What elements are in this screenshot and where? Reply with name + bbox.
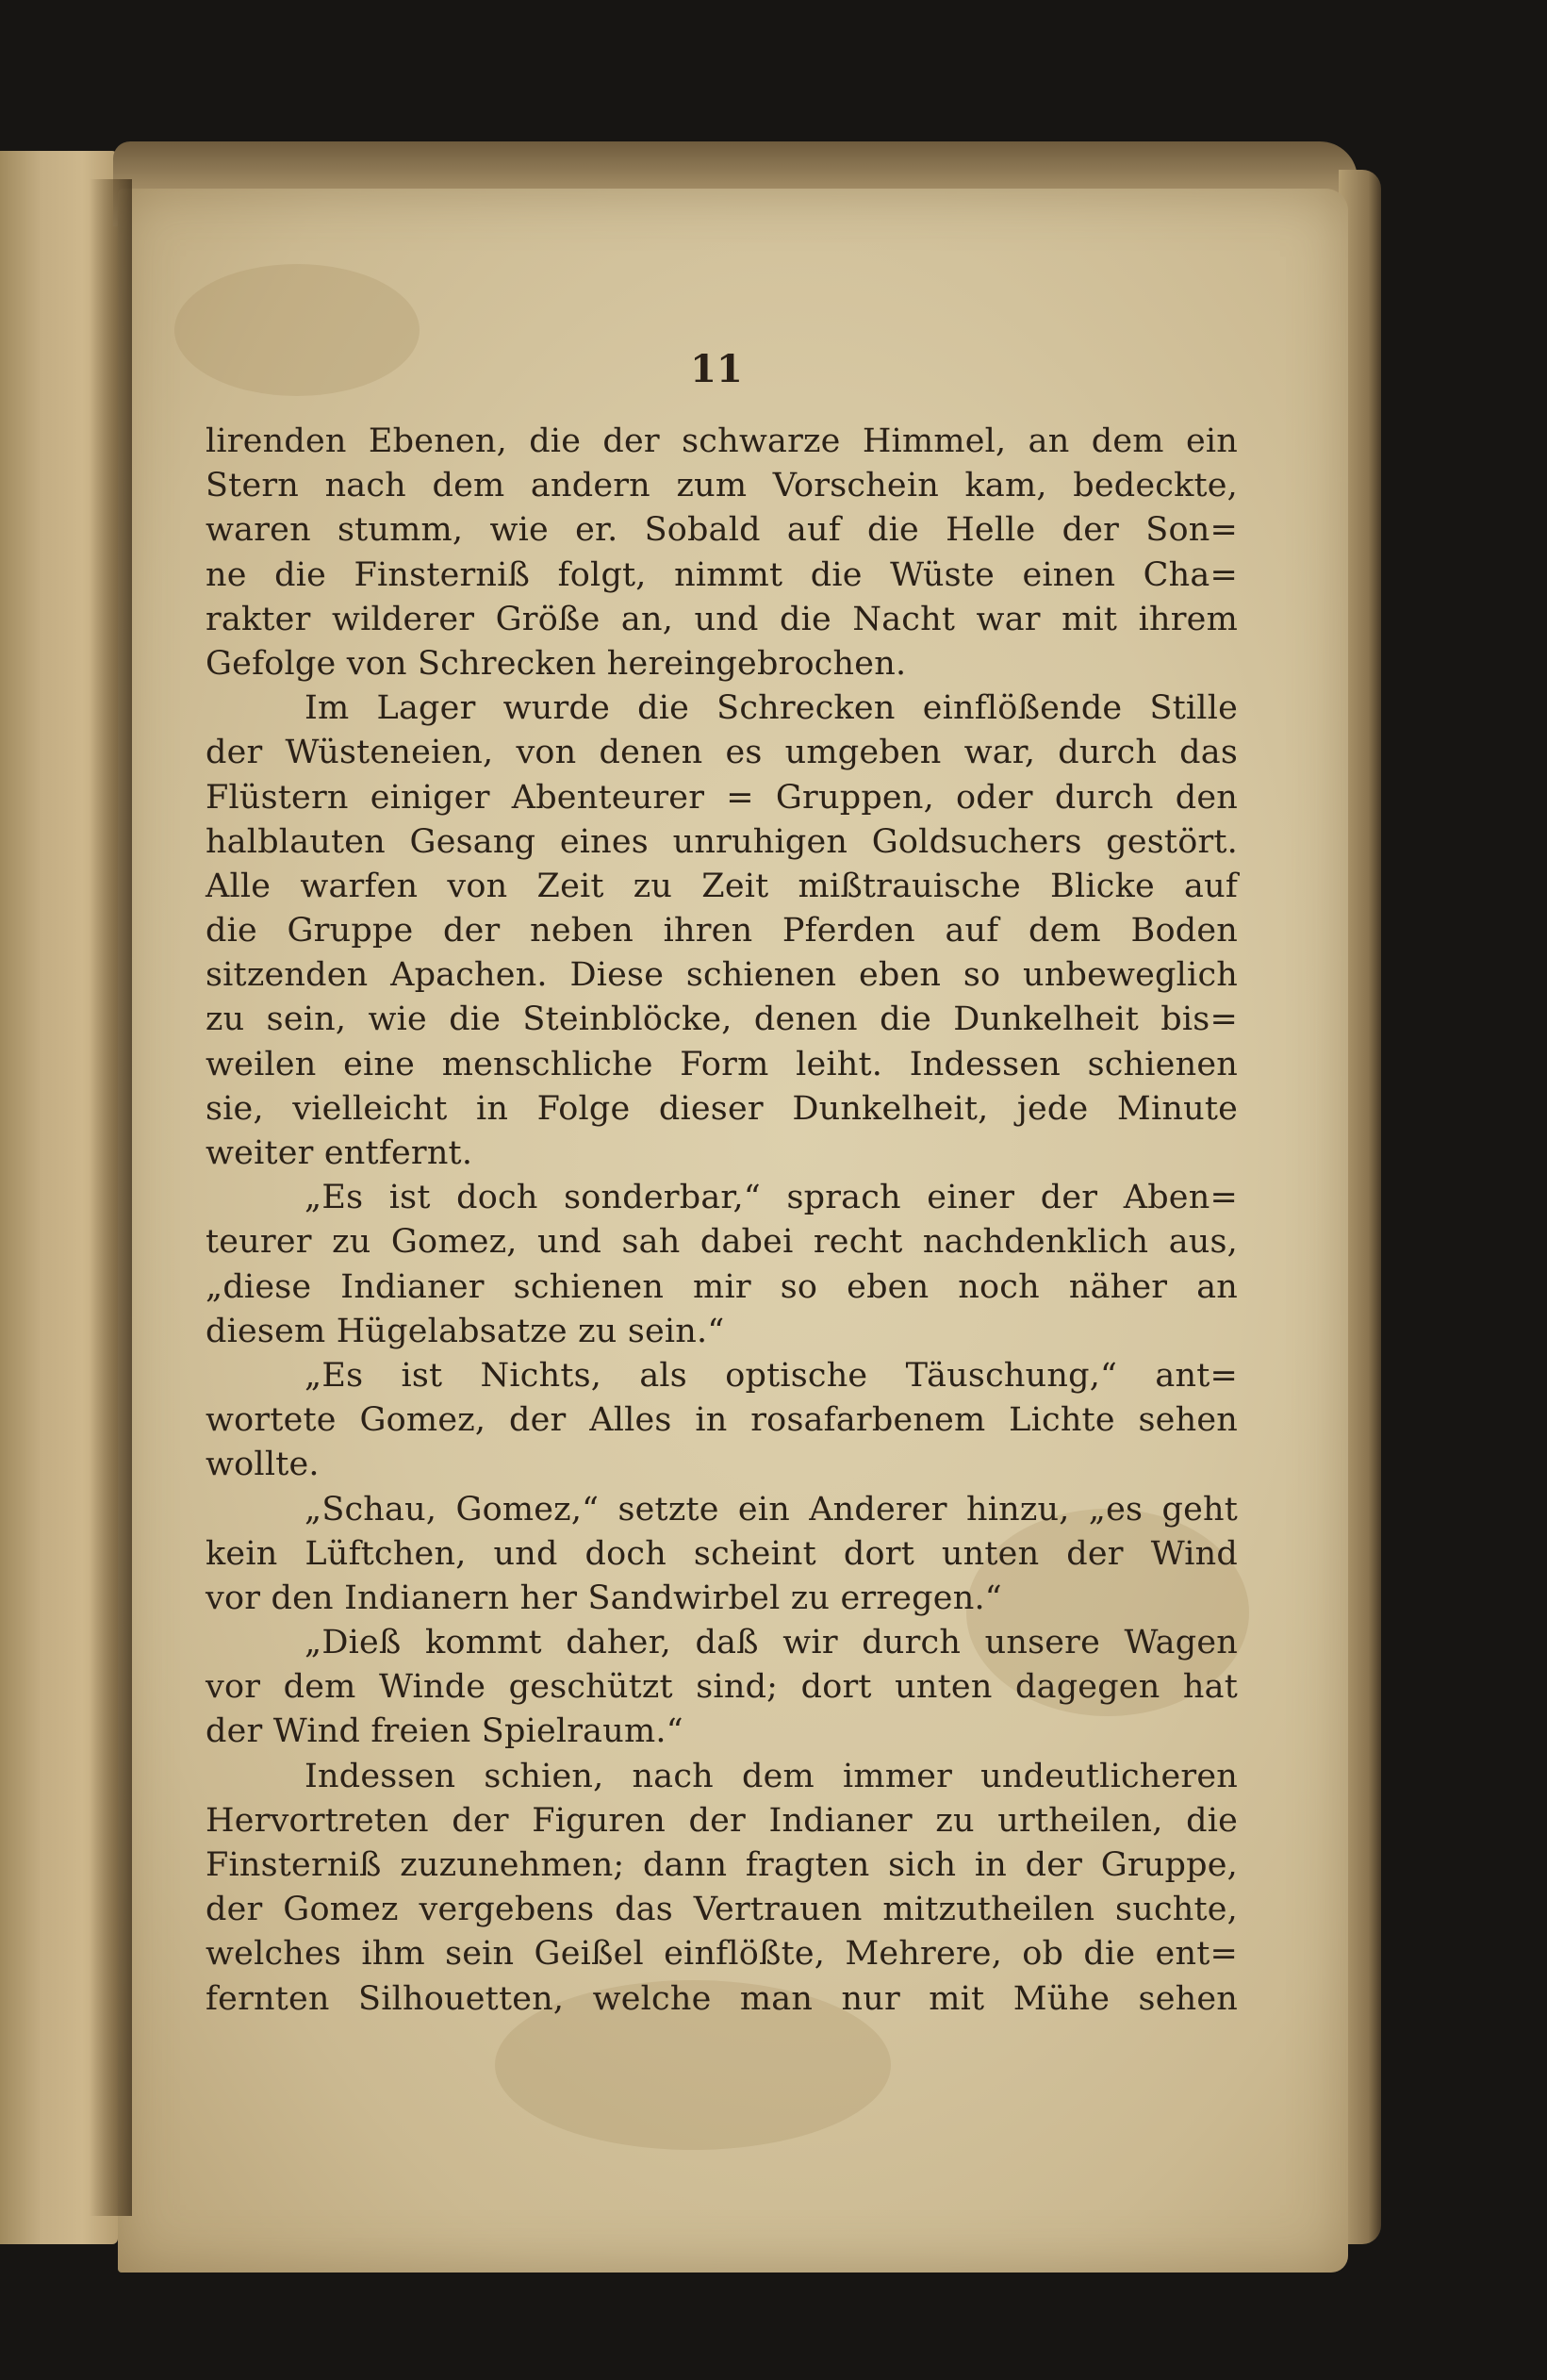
text-line: wortete Gomez, der Alles in rosafarbenem Lichte sehen <box>206 1401 1238 1440</box>
text-line: ne die Finsterniß folgt, nimmt die Wüste einen Cha= <box>206 555 1238 594</box>
page-number: 11 <box>690 347 743 391</box>
text-line: zu sein, wie die Steinblöcke, denen die Dunkelheit bis= <box>206 1000 1238 1039</box>
text-line: Indessen schien, nach dem immer undeutlicheren <box>304 1757 1238 1795</box>
text-line: Stern nach dem andern zum Vorschein kam, bedeckte, <box>206 467 1238 505</box>
text-line: wollte. <box>206 1446 320 1484</box>
text-line: Alle warfen von Zeit zu Zeit mißtrauische Blicke auf <box>206 867 1238 905</box>
text-line: „diese Indianer schienen mir so eben noch näher an <box>206 1267 1238 1306</box>
text-line: weilen eine menschliche Form leiht. Indessen schienen <box>206 1045 1238 1083</box>
text-line: „Es ist doch sonderbar,“ sprach einer der Aben= <box>304 1179 1238 1217</box>
book-gutter <box>90 179 132 2216</box>
text-line: „Dieß kommt daher, daß wir durch unsere Wagen <box>304 1624 1238 1662</box>
paper-stain <box>174 264 420 396</box>
text-line: „Es ist Nichts, als optische Täuschung,“ ant= <box>304 1356 1238 1395</box>
text-line: diesem Hügelabsatze zu sein.“ <box>206 1312 725 1350</box>
text-line: Gefolge von Schrecken hereingebrochen. <box>206 644 907 683</box>
text-line: sitzenden Apachen. Diese schienen eben so unbeweglich <box>206 956 1238 995</box>
text-line: Finsterniß zuzunehmen; dann fragten sich in der Gruppe, <box>206 1846 1238 1884</box>
text-line: der Gomez vergebens das Vertrauen mitzutheilen suchte, <box>206 1891 1238 1929</box>
text-line: lirenden Ebenen, die der schwarze Himmel, an dem ein <box>206 422 1238 460</box>
text-line: welches ihm sein Geißel einflößte, Mehrere, ob die ent= <box>206 1935 1238 1974</box>
text-line: weiter entfernt. <box>206 1134 473 1172</box>
text-line: sie, vielleicht in Folge dieser Dunkelheit, jede Minute <box>206 1089 1238 1128</box>
text-line: die Gruppe der neben ihren Pferden auf dem Boden <box>206 912 1238 950</box>
text-line: Hervortreten der Figuren der Indianer zu urtheilen, die <box>206 1801 1238 1840</box>
text-line: waren stumm, wie er. Sobald auf die Helle der Son= <box>206 511 1238 550</box>
text-line: halblauten Gesang eines unruhigen Goldsuchers gestört. <box>206 822 1238 861</box>
text-line: fernten Silhouetten, welche man nur mit Mühe sehen <box>206 1979 1238 2018</box>
text-line: vor den Indianern her Sandwirbel zu erregen.“ <box>206 1578 1002 1617</box>
text-line: Flüstern einiger Abenteurer = Gruppen, oder durch den <box>206 778 1238 817</box>
text-line: der Wind freien Spielraum.“ <box>206 1712 683 1751</box>
text-line: „Schau, Gomez,“ setzte ein Anderer hinzu, „es geht <box>304 1490 1238 1529</box>
text-line: vor dem Winde geschützt sind; dort unten dagegen hat <box>206 1668 1238 1707</box>
text-line: der Wüsteneien, von denen es umgeben war, durch das <box>206 734 1238 772</box>
text-line: Im Lager wurde die Schrecken einflößende Stille <box>304 689 1238 728</box>
body-text <box>206 420 1238 2022</box>
text-line: kein Lüftchen, und doch scheint dort unten der Wind <box>206 1534 1238 1573</box>
text-line: teurer zu Gomez, und sah dabei recht nachdenklich aus, <box>206 1223 1238 1262</box>
text-line: rakter wilderer Größe an, und die Nacht war mit ihrem <box>206 600 1238 638</box>
